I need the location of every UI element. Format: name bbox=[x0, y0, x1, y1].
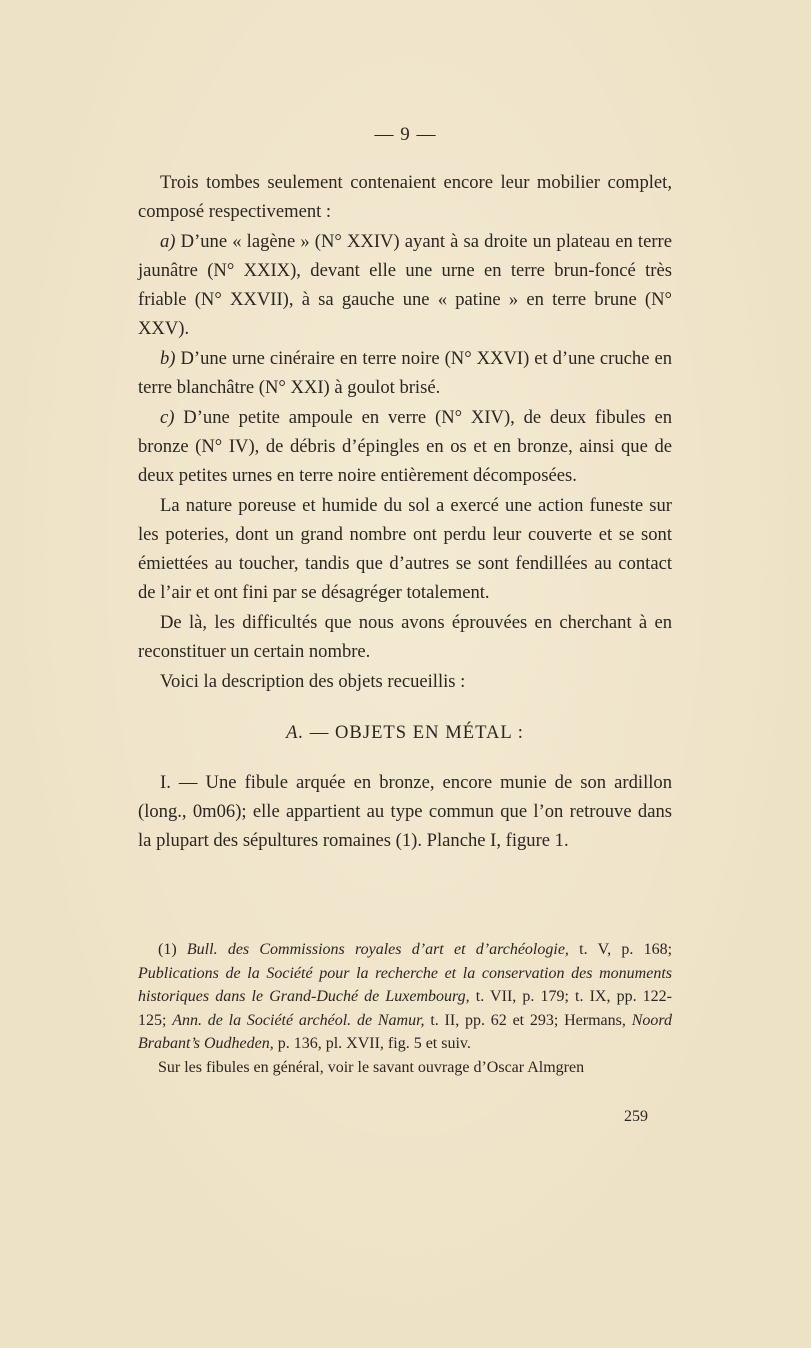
footnote-run: t. V, p. 168; bbox=[568, 941, 673, 958]
paragraph-intro: Trois tombes seulement contenaient encore leur mobilier complet, composé respectivement : bbox=[138, 172, 672, 222]
paragraph-b bbox=[138, 344, 672, 402]
paragraph-item-1: I. — Une fibule arquée en bronze, encore munie de son ardillon (long., 0m06); elle appartient au type commun que l’on retrouve dans la plupart des sépultures romaines (1). Planche I, figure 1. bbox=[138, 772, 672, 851]
main-text bbox=[138, 168, 672, 855]
footnote-run: Publications de la Société pour la recherche et la conservation des monuments historiques dans le Grand-Duché de Luxembourg, bbox=[138, 964, 672, 1005]
footnote-1 bbox=[138, 938, 672, 1056]
paragraph-description: Voici la description des objets recueillis : bbox=[160, 671, 466, 692]
item-text: D’une petite ampoule en verre (N° XIV), de deux fibules en bronze (N° IV), de débris d’épingles en os et en bronze, ainsi que de deux petites urnes en terre noire entièrement décomposées. bbox=[138, 407, 672, 486]
footnote-run: t. II, pp. 62 et 293; Hermans, bbox=[424, 1011, 632, 1029]
paragraph-c bbox=[138, 403, 672, 490]
paragraph-difficultes: De là, les difficultés que nous avons éprouvées en cherchant à en reconstituer un certain nombre. bbox=[138, 612, 672, 662]
footnote-run: p. 136, pl. XVII, fig. 5 et suiv. bbox=[273, 1035, 471, 1052]
section-title: — OBJETS EN MÉTAL : bbox=[309, 722, 524, 743]
item-label: c) bbox=[160, 407, 175, 428]
footnote-text bbox=[138, 941, 672, 1052]
section-letter: A. bbox=[286, 722, 305, 743]
section-heading bbox=[138, 718, 672, 747]
footnote-continuation: Sur les fibules en général, voir le savant ouvrage d’Oscar Almgren bbox=[158, 1058, 585, 1076]
footnote-run: Noord Brabant’s Oudheden, bbox=[138, 1011, 672, 1052]
signature-mark: 259 bbox=[624, 1108, 648, 1125]
item-text: D’une « lagène » (N° XXIV) ayant à sa droite un plateau en terre jaunâtre (N° XXIX), devant elle une urne en terre brun-foncé très friable (N° XXVII), à sa gauche une « patine » en terre brune (N° XXV). bbox=[138, 231, 672, 339]
footnote-run: Bull. des Commissions royales d’art et d’archéologie, bbox=[186, 941, 569, 958]
footnote-marker: (1) bbox=[158, 941, 177, 958]
page-number: — 9 — bbox=[374, 124, 437, 145]
footnotes bbox=[138, 938, 672, 1079]
item-label: b) bbox=[160, 348, 176, 369]
paragraph-a bbox=[138, 227, 672, 343]
paragraph-nature: La nature poreuse et humide du sol a exercé une action funeste sur les poteries, dont un grand nombre ont perdu leur couverte et se sont émiettées au toucher, tandis que d’autres se sont fendillées au contact de l’air et ont fini par se désagréger totalement. bbox=[138, 495, 672, 603]
footnote-run: t. VII, p. 179; t. IX, pp. 122-125; bbox=[138, 988, 673, 1029]
item-label: a) bbox=[160, 231, 176, 252]
item-text: D’une urne cinéraire en terre noire (N° XXVI) et d’une cruche en terre blanchâtre (N° XXI) à goulot brisé. bbox=[138, 348, 672, 398]
footnote-run: Ann. de la Société archéol. de Namur, bbox=[172, 1011, 425, 1029]
